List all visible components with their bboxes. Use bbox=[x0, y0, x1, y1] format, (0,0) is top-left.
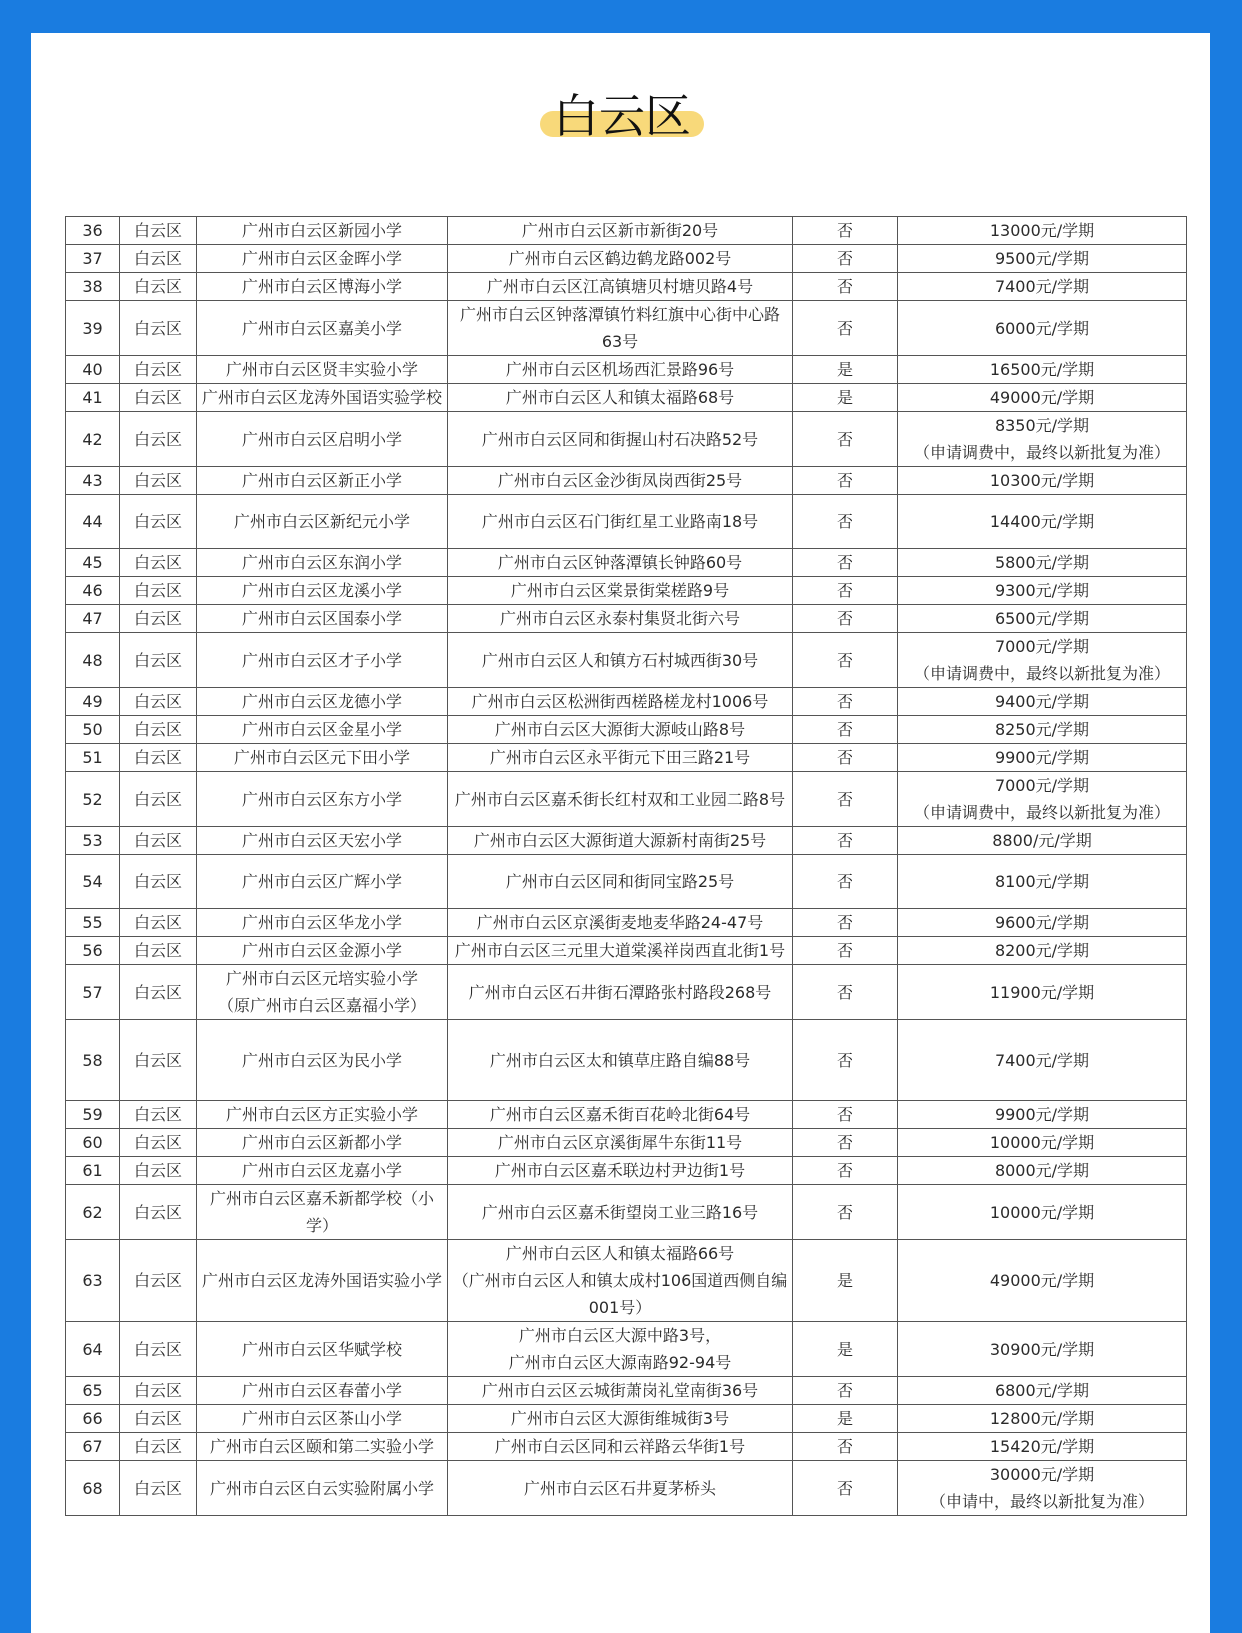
district-cell: 白云区 bbox=[120, 1157, 197, 1185]
district-cell: 白云区 bbox=[120, 965, 197, 1020]
fee-cell: 16500元/学期 bbox=[898, 356, 1187, 384]
school-name-cell: 广州市白云区才子小学 bbox=[197, 633, 448, 688]
fee-cell: 9300元/学期 bbox=[898, 577, 1187, 605]
district-cell: 白云区 bbox=[120, 1377, 197, 1405]
district-cell: 白云区 bbox=[120, 716, 197, 744]
district-cell: 白云区 bbox=[120, 744, 197, 772]
address-cell: 广州市白云区大源中路3号， 广州市白云区大源南路92-94号 bbox=[448, 1322, 793, 1377]
table-row bbox=[66, 301, 1187, 356]
row-number-cell: 58 bbox=[66, 1020, 120, 1101]
row-number-cell: 46 bbox=[66, 577, 120, 605]
school-fee-table bbox=[65, 216, 1187, 1516]
school-name-cell: 广州市白云区贤丰实验小学 bbox=[197, 356, 448, 384]
table-row bbox=[66, 1185, 1187, 1240]
row-number-cell: 50 bbox=[66, 716, 120, 744]
school-name-cell: 广州市白云区新纪元小学 bbox=[197, 495, 448, 549]
table-row bbox=[66, 1405, 1187, 1433]
address-cell: 广州市白云区新市新街20号 bbox=[448, 217, 793, 245]
school-name-cell: 广州市白云区嘉禾新都学校（小 学） bbox=[197, 1185, 448, 1240]
fee-cell: 9400元/学期 bbox=[898, 688, 1187, 716]
row-number-cell: 48 bbox=[66, 633, 120, 688]
school-name-cell: 广州市白云区新园小学 bbox=[197, 217, 448, 245]
district-cell: 白云区 bbox=[120, 549, 197, 577]
fee-cell: 10000元/学期 bbox=[898, 1185, 1187, 1240]
district-cell: 白云区 bbox=[120, 245, 197, 273]
row-number-cell: 62 bbox=[66, 1185, 120, 1240]
row-number-cell: 51 bbox=[66, 744, 120, 772]
boarding-cell: 否 bbox=[793, 965, 898, 1020]
row-number-cell: 37 bbox=[66, 245, 120, 273]
fee-cell: 8250元/学期 bbox=[898, 716, 1187, 744]
address-cell: 广州市白云区京溪街犀牛东街11号 bbox=[448, 1129, 793, 1157]
district-cell: 白云区 bbox=[120, 1322, 197, 1377]
district-cell: 白云区 bbox=[120, 577, 197, 605]
district-cell: 白云区 bbox=[120, 909, 197, 937]
boarding-cell: 否 bbox=[793, 467, 898, 495]
school-name-cell: 广州市白云区龙德小学 bbox=[197, 688, 448, 716]
fee-cell: 49000元/学期 bbox=[898, 1240, 1187, 1322]
boarding-cell: 否 bbox=[793, 716, 898, 744]
row-number-cell: 43 bbox=[66, 467, 120, 495]
table-row bbox=[66, 1461, 1187, 1516]
fee-cell: 12800元/学期 bbox=[898, 1405, 1187, 1433]
address-cell: 广州市白云区机场西汇景路96号 bbox=[448, 356, 793, 384]
fee-cell: 7400元/学期 bbox=[898, 273, 1187, 301]
table-row bbox=[66, 1322, 1187, 1377]
district-cell: 白云区 bbox=[120, 937, 197, 965]
district-cell: 白云区 bbox=[120, 688, 197, 716]
fee-cell: 6000元/学期 bbox=[898, 301, 1187, 356]
row-number-cell: 42 bbox=[66, 412, 120, 467]
table-row bbox=[66, 245, 1187, 273]
school-name-cell: 广州市白云区龙溪小学 bbox=[197, 577, 448, 605]
school-name-cell: 广州市白云区国泰小学 bbox=[197, 605, 448, 633]
boarding-cell: 否 bbox=[793, 772, 898, 827]
row-number-cell: 64 bbox=[66, 1322, 120, 1377]
row-number-cell: 44 bbox=[66, 495, 120, 549]
district-cell: 白云区 bbox=[120, 1240, 197, 1322]
school-name-cell: 广州市白云区龙涛外国语实验学校 bbox=[197, 384, 448, 412]
fee-cell: 49000元/学期 bbox=[898, 384, 1187, 412]
school-name-cell: 广州市白云区方正实验小学 bbox=[197, 1101, 448, 1129]
school-name-cell: 广州市白云区东方小学 bbox=[197, 772, 448, 827]
school-name-cell: 广州市白云区新都小学 bbox=[197, 1129, 448, 1157]
boarding-cell: 否 bbox=[793, 301, 898, 356]
boarding-cell: 否 bbox=[793, 1433, 898, 1461]
table-row bbox=[66, 384, 1187, 412]
table-row bbox=[66, 772, 1187, 827]
row-number-cell: 39 bbox=[66, 301, 120, 356]
school-name-cell: 广州市白云区东润小学 bbox=[197, 549, 448, 577]
boarding-cell: 否 bbox=[793, 412, 898, 467]
boarding-cell: 否 bbox=[793, 495, 898, 549]
table-row bbox=[66, 273, 1187, 301]
boarding-cell: 否 bbox=[793, 273, 898, 301]
fee-cell: 8000元/学期 bbox=[898, 1157, 1187, 1185]
school-name-cell: 广州市白云区春蕾小学 bbox=[197, 1377, 448, 1405]
table-row bbox=[66, 633, 1187, 688]
title-block bbox=[540, 86, 704, 146]
boarding-cell: 否 bbox=[793, 909, 898, 937]
row-number-cell: 40 bbox=[66, 356, 120, 384]
row-number-cell: 53 bbox=[66, 827, 120, 855]
table-row bbox=[66, 356, 1187, 384]
fee-cell: 7000元/学期 （申请调费中，最终以新批复为准） bbox=[898, 633, 1187, 688]
district-cell: 白云区 bbox=[120, 772, 197, 827]
boarding-cell: 否 bbox=[793, 1157, 898, 1185]
table-row bbox=[66, 855, 1187, 909]
school-name-cell: 广州市白云区龙涛外国语实验小学 bbox=[197, 1240, 448, 1322]
address-cell: 广州市白云区永平街元下田三路21号 bbox=[448, 744, 793, 772]
school-name-cell: 广州市白云区新正小学 bbox=[197, 467, 448, 495]
table-row bbox=[66, 744, 1187, 772]
district-cell: 白云区 bbox=[120, 412, 197, 467]
district-cell: 白云区 bbox=[120, 1020, 197, 1101]
row-number-cell: 66 bbox=[66, 1405, 120, 1433]
school-name-cell: 广州市白云区颐和第二实验小学 bbox=[197, 1433, 448, 1461]
table-row bbox=[66, 1240, 1187, 1322]
school-name-cell: 广州市白云区金晖小学 bbox=[197, 245, 448, 273]
address-cell: 广州市白云区三元里大道棠溪祥岗西直北街1号 bbox=[448, 937, 793, 965]
boarding-cell: 是 bbox=[793, 384, 898, 412]
boarding-cell: 否 bbox=[793, 605, 898, 633]
fee-cell: 8800/元/学期 bbox=[898, 827, 1187, 855]
school-name-cell: 广州市白云区嘉美小学 bbox=[197, 301, 448, 356]
address-cell: 广州市白云区松洲街西槎路槎龙村1006号 bbox=[448, 688, 793, 716]
address-cell: 广州市白云区同和云祥路云华街1号 bbox=[448, 1433, 793, 1461]
address-cell: 广州市白云区云城街萧岗礼堂南街36号 bbox=[448, 1377, 793, 1405]
table-row bbox=[66, 909, 1187, 937]
district-cell: 白云区 bbox=[120, 1461, 197, 1516]
boarding-cell: 否 bbox=[793, 1020, 898, 1101]
table-body bbox=[66, 217, 1187, 1516]
boarding-cell: 否 bbox=[793, 827, 898, 855]
district-cell: 白云区 bbox=[120, 467, 197, 495]
page-title: 白云区 bbox=[553, 89, 691, 143]
boarding-cell: 否 bbox=[793, 937, 898, 965]
row-number-cell: 59 bbox=[66, 1101, 120, 1129]
district-cell: 白云区 bbox=[120, 827, 197, 855]
address-cell: 广州市白云区鹤边鹤龙路002号 bbox=[448, 245, 793, 273]
table-row bbox=[66, 495, 1187, 549]
school-name-cell: 广州市白云区华赋学校 bbox=[197, 1322, 448, 1377]
district-cell: 白云区 bbox=[120, 356, 197, 384]
address-cell: 广州市白云区嘉禾联边村尹边街1号 bbox=[448, 1157, 793, 1185]
school-name-cell: 广州市白云区龙嘉小学 bbox=[197, 1157, 448, 1185]
boarding-cell: 否 bbox=[793, 245, 898, 273]
school-name-cell: 广州市白云区元培实验小学 （原广州市白云区嘉福小学） bbox=[197, 965, 448, 1020]
address-cell: 广州市白云区嘉禾街长红村双和工业园二路8号 bbox=[448, 772, 793, 827]
boarding-cell: 否 bbox=[793, 1461, 898, 1516]
school-name-cell: 广州市白云区茶山小学 bbox=[197, 1405, 448, 1433]
boarding-cell: 是 bbox=[793, 1322, 898, 1377]
fee-cell: 9600元/学期 bbox=[898, 909, 1187, 937]
address-cell: 广州市白云区嘉禾街百花岭北街64号 bbox=[448, 1101, 793, 1129]
address-cell: 广州市白云区江高镇塘贝村塘贝路4号 bbox=[448, 273, 793, 301]
address-cell: 广州市白云区钟落潭镇竹料红旗中心街中心路 63号 bbox=[448, 301, 793, 356]
row-number-cell: 52 bbox=[66, 772, 120, 827]
row-number-cell: 41 bbox=[66, 384, 120, 412]
fee-cell: 15420元/学期 bbox=[898, 1433, 1187, 1461]
row-number-cell: 36 bbox=[66, 217, 120, 245]
school-name-cell: 广州市白云区金星小学 bbox=[197, 716, 448, 744]
district-cell: 白云区 bbox=[120, 1129, 197, 1157]
boarding-cell: 否 bbox=[793, 633, 898, 688]
fee-cell: 10300元/学期 bbox=[898, 467, 1187, 495]
fee-cell: 7400元/学期 bbox=[898, 1020, 1187, 1101]
school-name-cell: 广州市白云区广辉小学 bbox=[197, 855, 448, 909]
address-cell: 广州市白云区大源街大源岐山路8号 bbox=[448, 716, 793, 744]
school-name-cell: 广州市白云区白云实验附属小学 bbox=[197, 1461, 448, 1516]
fee-cell: 5800元/学期 bbox=[898, 549, 1187, 577]
boarding-cell: 是 bbox=[793, 356, 898, 384]
address-cell: 广州市白云区人和镇方石村城西街30号 bbox=[448, 633, 793, 688]
address-cell: 广州市白云区人和镇太福路66号 （广州市白云区人和镇太成村106国道西侧自编 001号） bbox=[448, 1240, 793, 1322]
row-number-cell: 60 bbox=[66, 1129, 120, 1157]
boarding-cell: 是 bbox=[793, 1240, 898, 1322]
table-row bbox=[66, 217, 1187, 245]
row-number-cell: 55 bbox=[66, 909, 120, 937]
address-cell: 广州市白云区太和镇草庄路自编88号 bbox=[448, 1020, 793, 1101]
table-row bbox=[66, 1157, 1187, 1185]
row-number-cell: 67 bbox=[66, 1433, 120, 1461]
boarding-cell: 否 bbox=[793, 744, 898, 772]
row-number-cell: 45 bbox=[66, 549, 120, 577]
table-row bbox=[66, 716, 1187, 744]
address-cell: 广州市白云区嘉禾街望岗工业三路16号 bbox=[448, 1185, 793, 1240]
table-row bbox=[66, 577, 1187, 605]
table-row bbox=[66, 1377, 1187, 1405]
table-row bbox=[66, 688, 1187, 716]
fee-cell: 8350元/学期 （申请调费中，最终以新批复为准） bbox=[898, 412, 1187, 467]
row-number-cell: 68 bbox=[66, 1461, 120, 1516]
fee-cell: 10000元/学期 bbox=[898, 1129, 1187, 1157]
table-row bbox=[66, 937, 1187, 965]
boarding-cell: 否 bbox=[793, 1101, 898, 1129]
address-cell: 广州市白云区永泰村集贤北街六号 bbox=[448, 605, 793, 633]
fee-cell: 9900元/学期 bbox=[898, 1101, 1187, 1129]
fee-cell: 8100元/学期 bbox=[898, 855, 1187, 909]
district-cell: 白云区 bbox=[120, 1405, 197, 1433]
school-name-cell: 广州市白云区金源小学 bbox=[197, 937, 448, 965]
address-cell: 广州市白云区钟落潭镇长钟路60号 bbox=[448, 549, 793, 577]
address-cell: 广州市白云区同和街握山村石决路52号 bbox=[448, 412, 793, 467]
address-cell: 广州市白云区金沙街凤岗西街25号 bbox=[448, 467, 793, 495]
fee-cell: 7000元/学期 （申请调费中，最终以新批复为准） bbox=[898, 772, 1187, 827]
boarding-cell: 是 bbox=[793, 1405, 898, 1433]
table-row bbox=[66, 827, 1187, 855]
address-cell: 广州市白云区石门街红星工业路南18号 bbox=[448, 495, 793, 549]
school-name-cell: 广州市白云区为民小学 bbox=[197, 1020, 448, 1101]
fee-cell: 6500元/学期 bbox=[898, 605, 1187, 633]
fee-cell: 30000元/学期 （申请中，最终以新批复为准） bbox=[898, 1461, 1187, 1516]
boarding-cell: 否 bbox=[793, 577, 898, 605]
boarding-cell: 否 bbox=[793, 1185, 898, 1240]
row-number-cell: 65 bbox=[66, 1377, 120, 1405]
district-cell: 白云区 bbox=[120, 605, 197, 633]
school-name-cell: 广州市白云区华龙小学 bbox=[197, 909, 448, 937]
district-cell: 白云区 bbox=[120, 855, 197, 909]
table-row bbox=[66, 467, 1187, 495]
school-name-cell: 广州市白云区天宏小学 bbox=[197, 827, 448, 855]
fee-cell: 9500元/学期 bbox=[898, 245, 1187, 273]
table-row bbox=[66, 1129, 1187, 1157]
address-cell: 广州市白云区石井夏茅桥头 bbox=[448, 1461, 793, 1516]
row-number-cell: 63 bbox=[66, 1240, 120, 1322]
boarding-cell: 否 bbox=[793, 217, 898, 245]
address-cell: 广州市白云区大源街道大源新村南街25号 bbox=[448, 827, 793, 855]
district-cell: 白云区 bbox=[120, 217, 197, 245]
address-cell: 广州市白云区京溪街麦地麦华路24-47号 bbox=[448, 909, 793, 937]
boarding-cell: 否 bbox=[793, 549, 898, 577]
table-row bbox=[66, 549, 1187, 577]
school-name-cell: 广州市白云区启明小学 bbox=[197, 412, 448, 467]
fee-cell: 8200元/学期 bbox=[898, 937, 1187, 965]
table-row bbox=[66, 1433, 1187, 1461]
district-cell: 白云区 bbox=[120, 1101, 197, 1129]
school-name-cell: 广州市白云区博海小学 bbox=[197, 273, 448, 301]
district-cell: 白云区 bbox=[120, 495, 197, 549]
district-cell: 白云区 bbox=[120, 384, 197, 412]
fee-cell: 13000元/学期 bbox=[898, 217, 1187, 245]
boarding-cell: 否 bbox=[793, 688, 898, 716]
fee-cell: 30900元/学期 bbox=[898, 1322, 1187, 1377]
row-number-cell: 54 bbox=[66, 855, 120, 909]
row-number-cell: 61 bbox=[66, 1157, 120, 1185]
address-cell: 广州市白云区同和街同宝路25号 bbox=[448, 855, 793, 909]
district-cell: 白云区 bbox=[120, 1185, 197, 1240]
fee-cell: 14400元/学期 bbox=[898, 495, 1187, 549]
district-cell: 白云区 bbox=[120, 633, 197, 688]
row-number-cell: 57 bbox=[66, 965, 120, 1020]
district-cell: 白云区 bbox=[120, 301, 197, 356]
table-row bbox=[66, 1020, 1187, 1101]
address-cell: 广州市白云区棠景街棠槎路9号 bbox=[448, 577, 793, 605]
row-number-cell: 38 bbox=[66, 273, 120, 301]
row-number-cell: 47 bbox=[66, 605, 120, 633]
school-name-cell: 广州市白云区元下田小学 bbox=[197, 744, 448, 772]
boarding-cell: 否 bbox=[793, 1377, 898, 1405]
boarding-cell: 否 bbox=[793, 855, 898, 909]
district-cell: 白云区 bbox=[120, 1433, 197, 1461]
row-number-cell: 49 bbox=[66, 688, 120, 716]
table-row bbox=[66, 605, 1187, 633]
district-cell: 白云区 bbox=[120, 273, 197, 301]
table-row bbox=[66, 412, 1187, 467]
fee-cell: 6800元/学期 bbox=[898, 1377, 1187, 1405]
boarding-cell: 否 bbox=[793, 1129, 898, 1157]
address-cell: 广州市白云区人和镇太福路68号 bbox=[448, 384, 793, 412]
address-cell: 广州市白云区大源街维城街3号 bbox=[448, 1405, 793, 1433]
fee-cell: 9900元/学期 bbox=[898, 744, 1187, 772]
fee-cell: 11900元/学期 bbox=[898, 965, 1187, 1020]
table-row bbox=[66, 965, 1187, 1020]
row-number-cell: 56 bbox=[66, 937, 120, 965]
address-cell: 广州市白云区石井街石潭路张村路段268号 bbox=[448, 965, 793, 1020]
table-row bbox=[66, 1101, 1187, 1129]
